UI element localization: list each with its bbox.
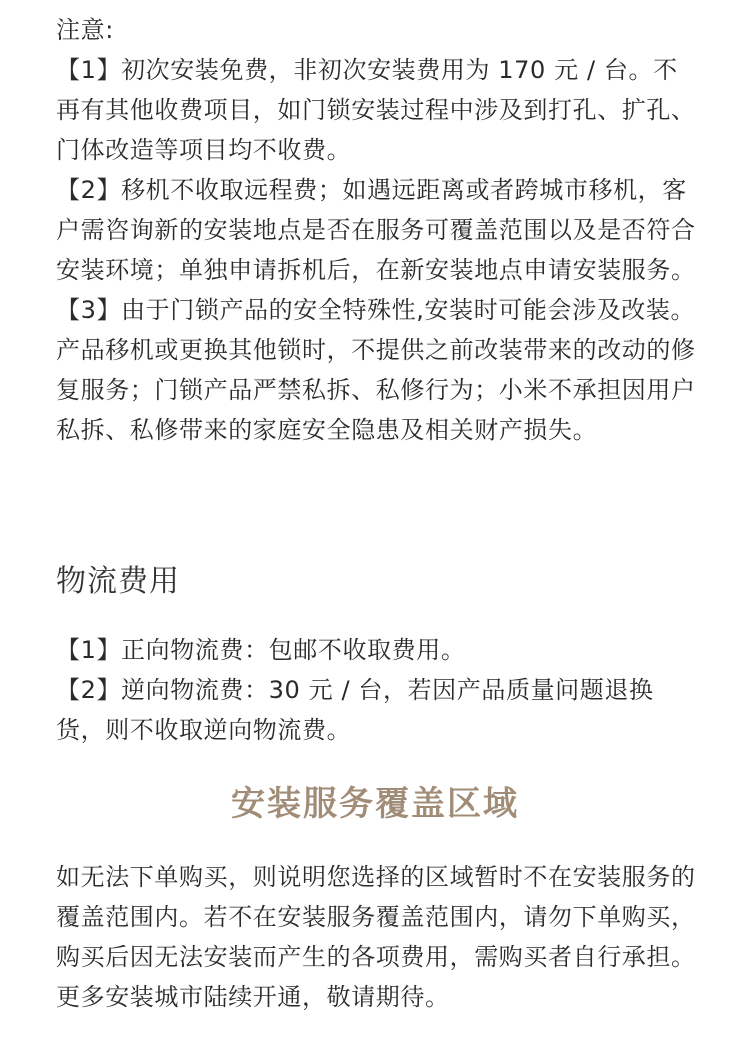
- notes-label: 注意:: [56, 16, 114, 44]
- notes-section: [56, 10, 700, 450]
- coverage-title: 安装服务覆盖区域: [231, 784, 519, 824]
- logistics-item-2: 【2】逆向物流费：30 元 / 台，若因产品质量问题退换货，则不收取逆向物流费。: [56, 676, 654, 744]
- notes-item-1: 【1】初次安装免费，非初次安装费用为 170 元 / 台。不再有其他收费项目，如门锁安装过程中涉及到打孔、扩孔、门体改造等项目均不收费。: [56, 56, 696, 164]
- coverage-section: [56, 857, 700, 1017]
- logistics-title: 物流费用: [56, 564, 180, 599]
- notes-item-2: 【2】移机不收取远程费；如遇远距离或者跨城市移机，客户需咨询新的安装地点是否在服务可覆盖范围以及是否符合安装环境；单独申请拆机后，在新安装地点申请安装服务。: [56, 176, 696, 284]
- logistics-item-1: 【1】正向物流费：包邮不收取费用。: [56, 636, 466, 664]
- notes-item-3: 【3】由于门锁产品的安全特殊性,安装时可能会涉及改装。产品移机或更换其他锁时，不提供之前改装带来的改动的修复服务；门锁产品严禁私拆、私修行为；小米不承担因用户私拆、私修带来的家庭安全隐患及相关财产损失。: [56, 296, 696, 444]
- logistics-section: [56, 630, 700, 750]
- coverage-text: 如无法下单购买，则说明您选择的区域暂时不在安装服务的覆盖范围内。若不在安装服务覆盖范围内，请勿下单购买，购买后因无法安装而产生的各项费用，需购买者自行承担。更多安装城市陆续开通，敬请期待。: [56, 863, 696, 1011]
